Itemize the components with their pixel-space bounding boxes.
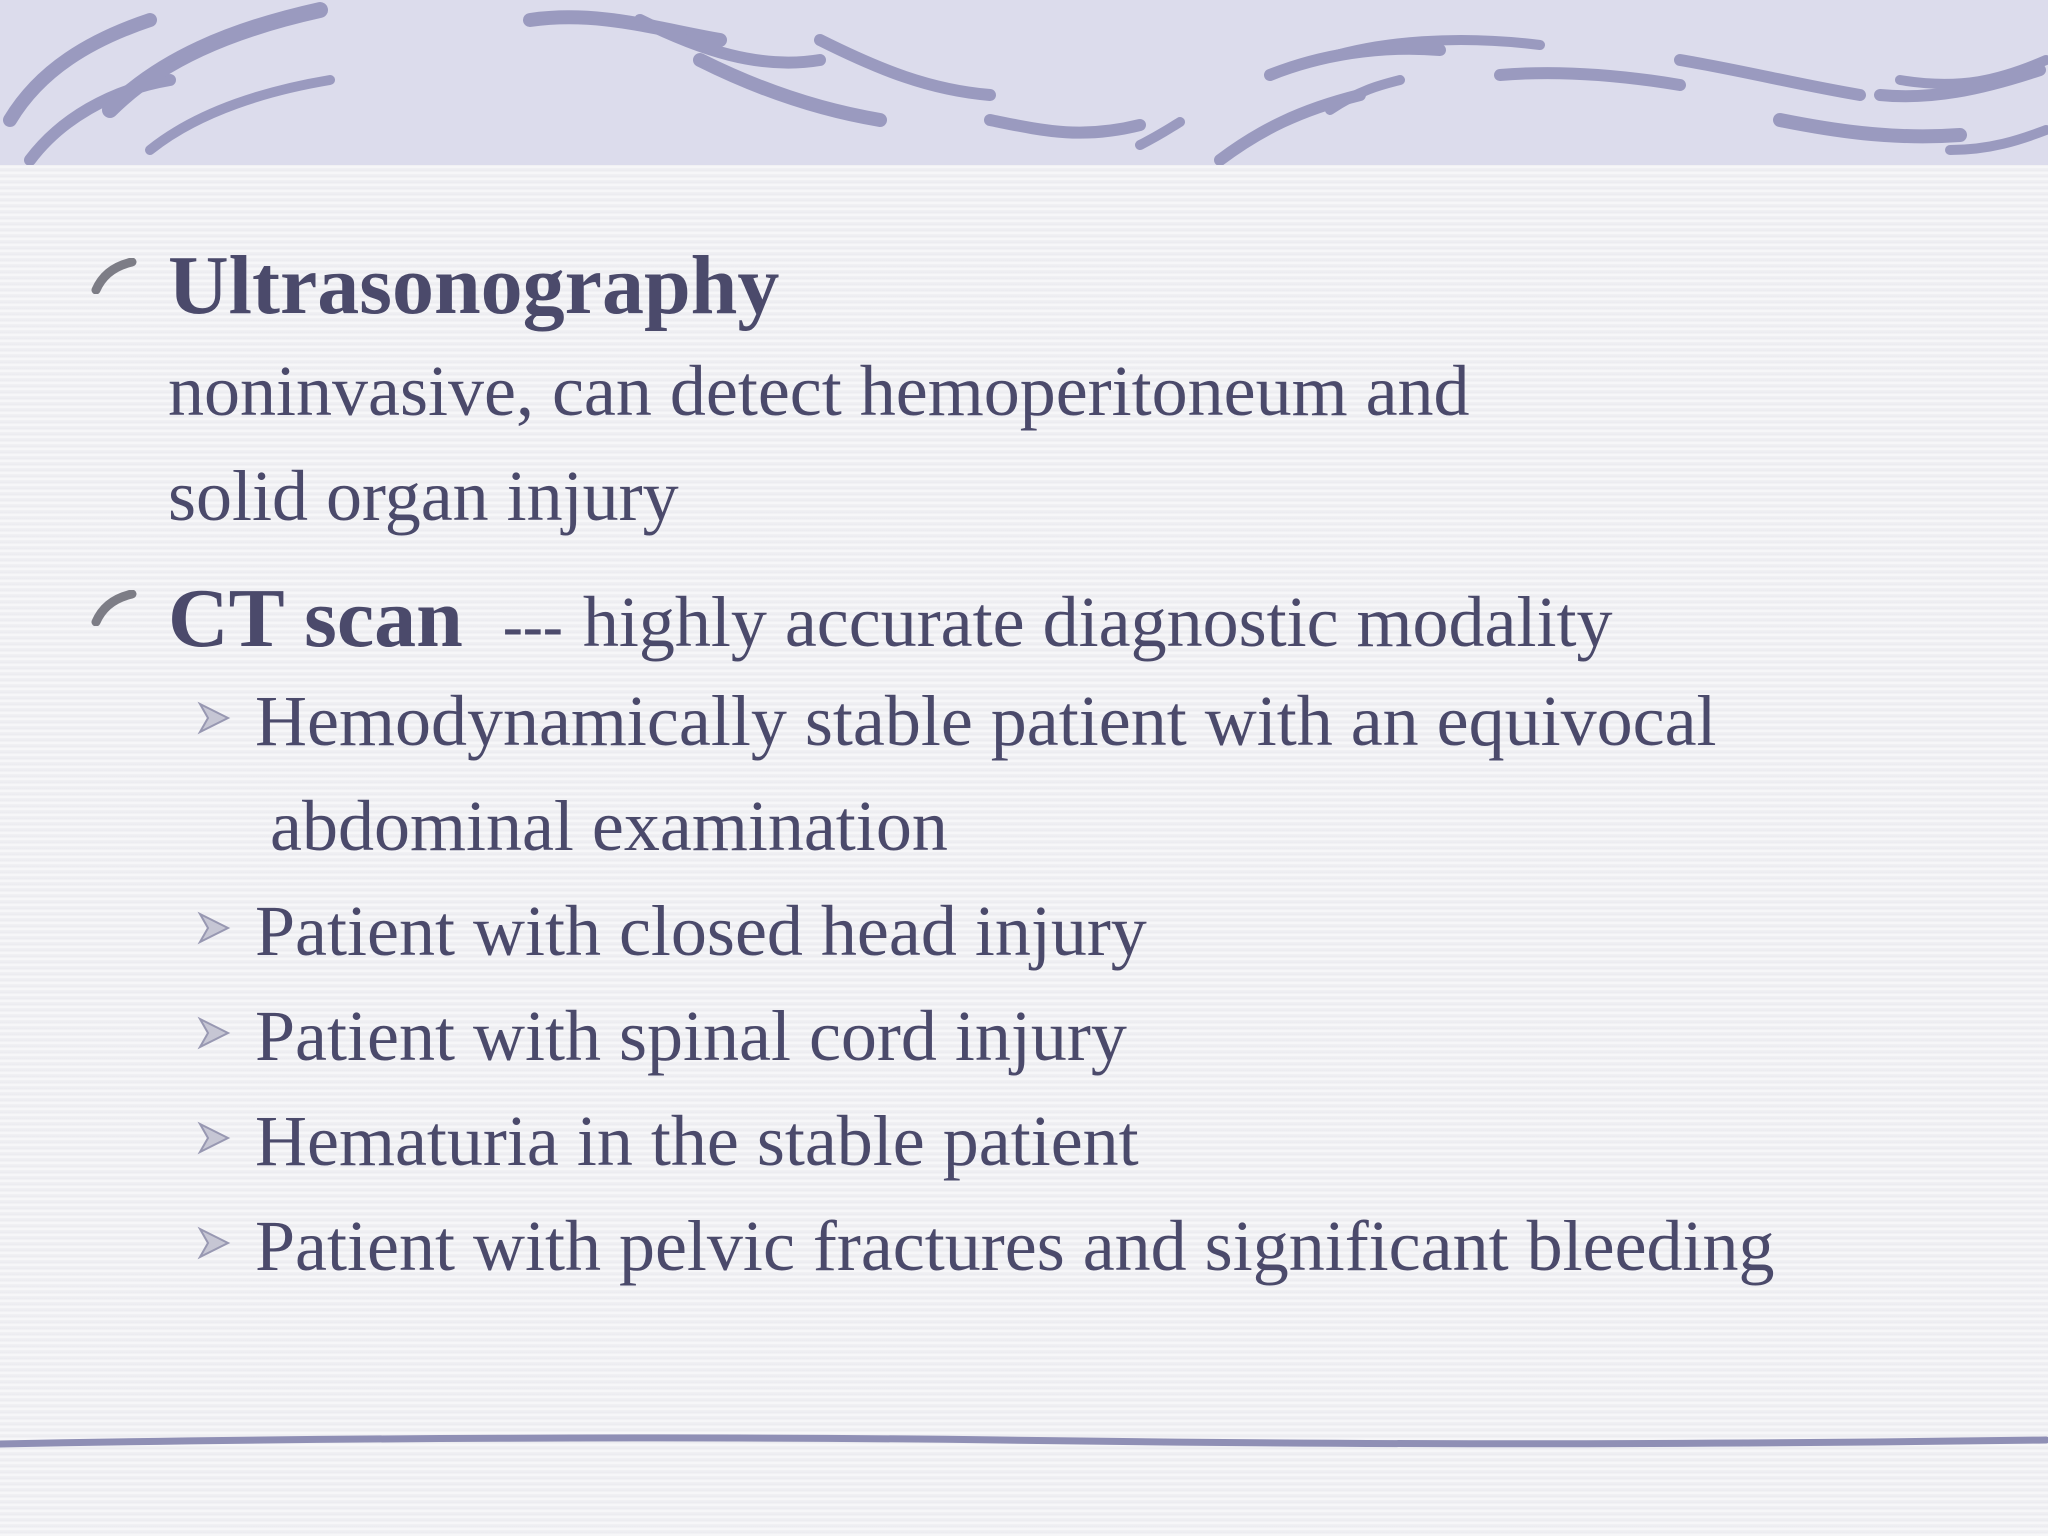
ct-indication-2: Patient with closed head injury bbox=[255, 891, 1147, 971]
heading-ct-scan: CT scan bbox=[168, 572, 463, 665]
arrowhead-bullet-icon bbox=[196, 910, 232, 946]
heading-ultrasonography: Ultrasonography bbox=[168, 239, 780, 332]
arrowhead-bullet-icon bbox=[196, 700, 232, 736]
ct-scan-description: highly accurate diagnostic modality bbox=[582, 582, 1613, 662]
ct-indication-5: Patient with pelvic fractures and significant bleeding bbox=[255, 1206, 1775, 1286]
ct-indication-1-line-1: Hemodynamically stable patient with an equivocal bbox=[255, 681, 1717, 761]
ct-indication-1-line-2: abdominal examination bbox=[270, 786, 948, 866]
curved-stroke-bullet-icon bbox=[90, 258, 138, 294]
arrowhead-bullet-icon bbox=[196, 1120, 232, 1156]
arrowhead-bullet-icon bbox=[196, 1225, 232, 1261]
arrowhead-bullet-icon bbox=[196, 1015, 232, 1051]
ct-scan-line bbox=[168, 570, 1613, 667]
ultrasonography-detail-line-1: noninvasive, can detect hemoperitoneum and bbox=[168, 351, 1470, 431]
ct-indication-3: Patient with spinal cord injury bbox=[255, 996, 1127, 1076]
separator-dashes: --- bbox=[502, 593, 563, 659]
ct-indication-4: Hematuria in the stable patient bbox=[255, 1101, 1139, 1181]
curved-stroke-bullet-icon bbox=[90, 590, 138, 626]
ultrasonography-detail-line-2: solid organ injury bbox=[168, 456, 679, 536]
